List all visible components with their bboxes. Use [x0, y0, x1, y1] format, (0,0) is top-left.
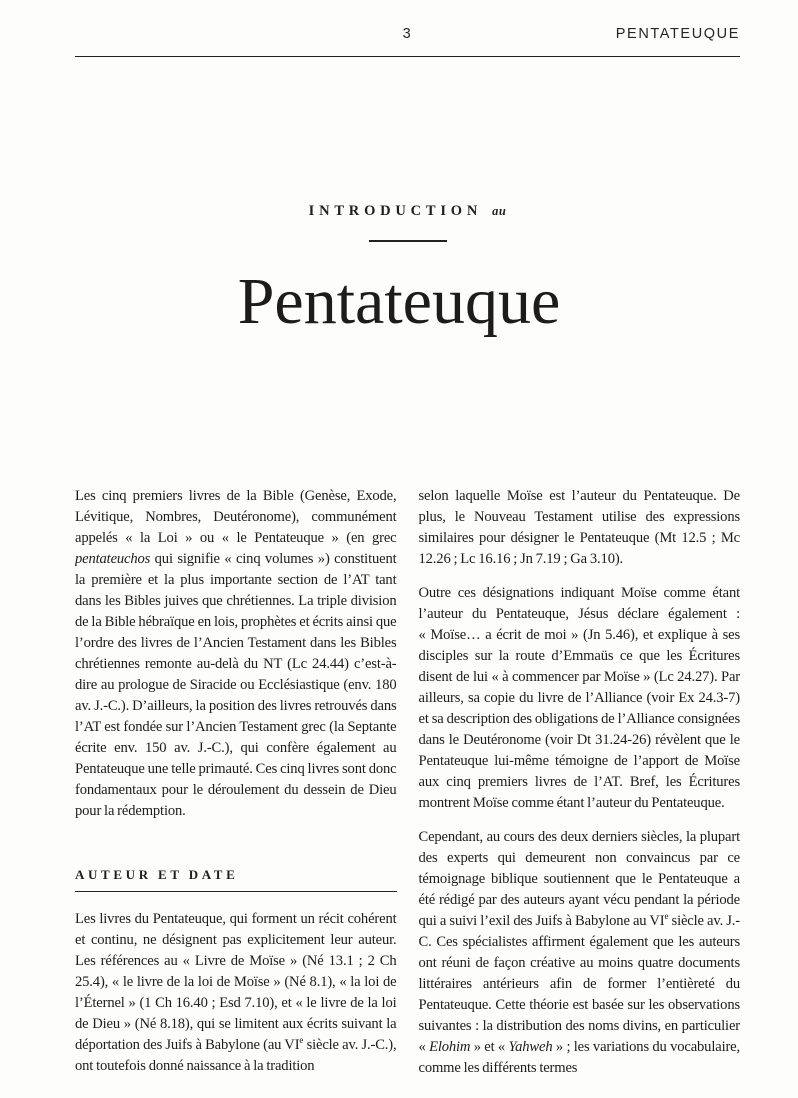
paragraph: selon laquelle Moïse est l’auteur du Pentateuque. De plus, le Nouveau Testament utilise des expressions similaires pour désigner le Pentateuque (Mt 12.5 ; Mc 12.26 ; Lc 16.16 ; Jn 7.19 ; Ga 3.10). — [418, 488, 740, 567]
header-rule — [75, 56, 740, 57]
running-title: PENTATEUQUE — [615, 26, 740, 42]
right-column — [419, 486, 741, 1098]
kicker-word: INTRODUCTION — [308, 203, 483, 219]
paragraph: Les livres du Pentateuque, qui forment un récit cohérent et continu, ne désignent pas explicitement leur auteur. Les références au « Livre de Moïse » (Né 13.1 ; 2 Ch 25.4), « le livre de la loi de Moïse » (Né 8.1), « la loi de l’Éternel » (1 Ch 16.40 ; Esd 7.10), et « le livre de la loi de Dieu » (Né 8.18), qui se limitent aux écrits suivant la déportation des Juifs à Babylone (au VIe siècle av. J.-C.), ont toutefois donné naissance à la tradition — [75, 911, 397, 1074]
left-column — [75, 486, 397, 1098]
section-heading-rule — [75, 891, 397, 892]
running-header — [75, 26, 740, 46]
article-columns — [75, 486, 740, 1098]
paragraph: Les cinq premiers livres de la Bible (Genèse, Exode, Lévitique, Nombres, Deutéronome), communément appelés « la Loi » ou « le Pentateuque » (en grec pentateuchos qui signifie « cinq volumes ») constituent la première et la plus importante section de l’AT tant dans les Bibles juives que chrétiennes. La triple division de la Bible hébraïque en lois, prophètes et écrits ainsi que l’ordre des livres de l’Ancien Testament dans les Bibles chrétiennes remonte au-delà du NT (Lc 24.44) c’est-à-dire au prologue de Siracide ou Ecclésiastique (env. 180 av. J.-C.). D’ailleurs, la position des livres retrouvés dans l’AT est fondée sur l’Ancien Testament grec (la Septante écrite env. 150 av. J.-C.), qui confère également au Pentateuque une telle primauté. Ces cinq livres sont donc fondamentaux pour le déroulement du dessein de Dieu pour la rédemption. — [75, 488, 397, 819]
kicker-rule — [369, 240, 447, 242]
intro-kicker — [75, 203, 740, 220]
paragraph: Outre ces désignations indiquant Moïse comme étant l’auteur du Pentateuque, Jésus déclare également : « Moïse… a écrit de moi » (Jn 5.46), et explique à ses disciples sur la route d’Emmaüs ce que les Écritures disent de lui « à commencer par Moïse » (Lc 24.27). Par ailleurs, sa copie du livre de l’Alliance (voir Ex 24.3-7) et sa description des obligations de l’Alliance consignées dans le Deutéronome (voir Dt 31.24-26) révèlent que le Pentateuque lui-même témoigne de l’apport de Moïse aux cinq premiers livres de l’AT. Bref, les Écritures montrent Moïse comme étant l’auteur du Pentateuque. — [418, 585, 740, 811]
page-number: 3 — [402, 26, 413, 42]
section-heading-auteur-et-date: AUTEUR ET DATE — [75, 867, 239, 882]
kicker-particle: au — [492, 204, 507, 218]
page-title: Pentateuque — [237, 265, 561, 338]
paragraph: Cependant, au cours des deux derniers siècles, la plupart des experts qui demeurent non convaincus par ce témoignage biblique soutiennent que le Pentateuque a été rédigé par des auteurs ayant vécu pendant la période qui a suivi l’exil des Juifs à Babylone au VIe siècle av. J.-C. Ces spécialistes affirment également que les auteurs ont réuni de façon créative au moins quatre documents littéraires antérieurs afin de former l’entièreté du Pentateuque. Cette théorie est basée sur les observations suivantes : la distribution des noms divins, en particulier « Elohim » et « Yahweh » ; les variations du vocabulaire, comme les différents termes — [418, 829, 740, 1076]
